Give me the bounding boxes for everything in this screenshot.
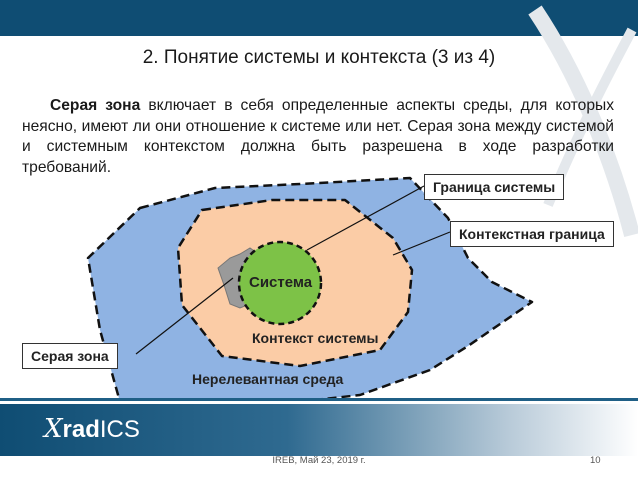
logo-ics-text: ICS xyxy=(99,416,140,443)
page-number: 10 xyxy=(590,455,601,466)
irrelevant-environment-label: Нерелевантная среда xyxy=(192,371,344,387)
radics-logo xyxy=(44,414,140,444)
logo-x-glyph: X xyxy=(44,414,63,444)
slide-title: 2. Понятие системы и контекста (3 из 4) xyxy=(142,47,496,68)
context-boundary-callout: Контекстная граница xyxy=(450,221,614,247)
gray-zone-callout: Серая зона xyxy=(22,343,118,369)
footer-source: IREB, Май 23, 2019 г. xyxy=(272,455,366,466)
description-text: включает в себя определенные аспекты среды, для которых неясно, имеют ли они отношение к системе или нет. Серая зона между системой и системным контекстом должна быть разрешена в ходе разработки требований. xyxy=(22,97,614,176)
gray-zone-term: Серая зона xyxy=(50,97,141,114)
system-boundary-callout: Граница системы xyxy=(424,174,564,200)
system-context-label: Контекст системы xyxy=(252,330,379,346)
logo-rad-text: rad xyxy=(62,416,100,443)
system-label: Система xyxy=(249,274,313,291)
